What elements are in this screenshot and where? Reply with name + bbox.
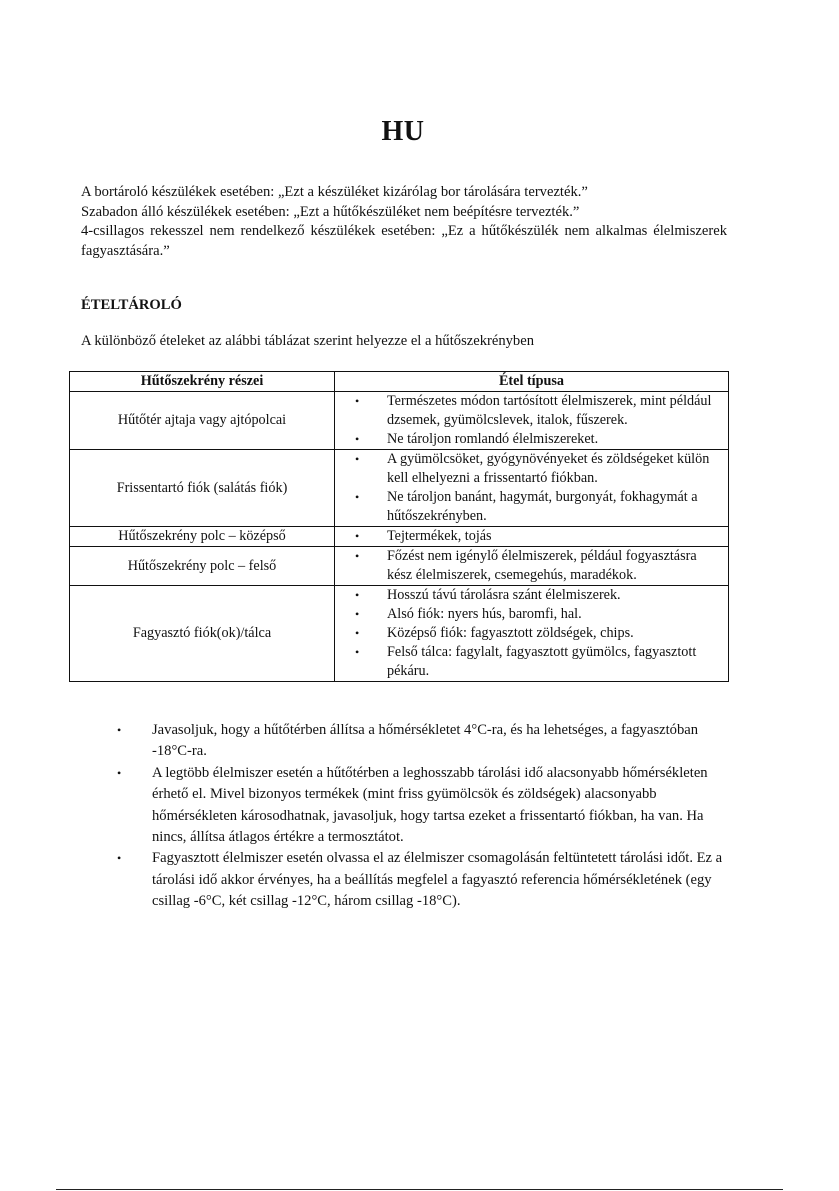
food-item-text: Felső tálca: fagylalt, fagyasztott gyümölcs, fagyasztott pékáru. xyxy=(387,644,697,679)
list-item xyxy=(335,488,728,526)
food-type-cell xyxy=(335,450,729,527)
fridge-part-cell: Hűtőszekrény polc – felső xyxy=(70,547,335,586)
bullet-icon: • xyxy=(355,549,360,563)
list-item xyxy=(335,643,728,681)
bullet-icon: • xyxy=(355,626,360,640)
food-item-text: Ne tároljon banánt, hagymát, burgonyát, fokhagymát a hűtőszekrényben. xyxy=(387,489,698,524)
food-item-text: Főzést nem igénylő élelmiszerek, például fogyasztásra kész élelmiszerek, csemegehús, maradékok. xyxy=(387,548,697,583)
list-item xyxy=(335,547,728,585)
bullet-icon: • xyxy=(117,765,122,780)
bullet-icon: • xyxy=(355,490,360,504)
list-item xyxy=(335,450,728,488)
food-item-text: Természetes módon tartósított élelmiszerek, mint például dzsemek, gyümölcslevek, italok, fűszerek. xyxy=(387,393,712,428)
section-description: A különböző ételeket az alábbi táblázat szerint helyezze el a hűtőszekrényben xyxy=(81,333,535,349)
food-item-text: Alsó fiók: nyers hús, baromfi, hal. xyxy=(387,606,582,622)
list-item xyxy=(117,720,737,763)
bullet-icon: • xyxy=(355,432,360,446)
list-item xyxy=(335,586,728,605)
note-text: A legtöbb élelmiszer esetén a hűtőtérben a leghosszabb tárolási idő alacsonyabb hőmérsékleten érhető el. Mivel bizonyos termékek (mint friss gyümölcsök és zöldségek) alacsonyabb hőmérsékleten károsodhatnak, javasoljuk, hogy tartsa ezeket a frissentartó fiókban, ha van. Ha nincs, állítsa átlagos értékre a termosztátot. xyxy=(152,764,708,846)
bullet-icon: • xyxy=(355,452,360,466)
bullet-icon: • xyxy=(355,645,360,659)
intro-line-no-freezer: 4-csillagos rekesszel nem rendelkező készülékek esetében: „Ez a hűtőkészülék nem alkalmas élelmiszerek fagyasztására.” xyxy=(81,223,727,259)
list-item xyxy=(117,763,737,849)
list-item xyxy=(335,624,728,643)
section-heading: ÉTELTÁROLÓ xyxy=(81,297,182,313)
bullet-icon: • xyxy=(355,394,360,408)
table-row xyxy=(70,392,729,450)
footer-divider xyxy=(56,1189,783,1190)
fridge-part-cell: Fagyasztó fiók(ok)/tálca xyxy=(70,586,335,682)
list-item xyxy=(335,430,728,449)
fridge-part-cell: Frissentartó fiók (salátás fiók) xyxy=(70,450,335,527)
food-item-text: Középső fiók: fagyasztott zöldségek, chips. xyxy=(387,625,634,641)
food-item-text: A gyümölcsöket, gyógynövényeket és zöldségeket külön kell elhelyezni a frissentartó fiókban. xyxy=(387,451,710,486)
list-item xyxy=(335,527,728,546)
fridge-part-cell: Hűtőtér ajtaja vagy ajtópolcai xyxy=(70,392,335,450)
food-item-text: Tejtermékek, tojás xyxy=(387,528,492,544)
table-row xyxy=(70,586,729,682)
table-row xyxy=(70,527,729,547)
food-type-cell xyxy=(335,547,729,586)
food-type-cell xyxy=(335,392,729,450)
table-row xyxy=(70,450,729,527)
page-title: HU xyxy=(381,116,425,147)
intro-line-wine: A bortároló készülékek esetében: „Ezt a készüléket kizárólag bor tárolására tervezték.” xyxy=(81,184,588,200)
food-type-cell xyxy=(335,527,729,547)
food-item-text: Hosszú távú tárolásra szánt élelmiszerek. xyxy=(387,587,621,603)
list-item xyxy=(335,392,728,430)
storage-notes xyxy=(117,720,737,913)
intro-text xyxy=(81,183,727,261)
food-storage-table xyxy=(69,371,729,682)
table-header-row xyxy=(70,372,729,392)
food-item-text: Ne tároljon romlandó élelmiszereket. xyxy=(387,431,599,447)
fridge-part-cell: Hűtőszekrény polc – középső xyxy=(70,527,335,547)
table-row xyxy=(70,547,729,586)
header-food-type: Étel típusa xyxy=(335,372,729,392)
note-text: Javasoljuk, hogy a hűtőtérben állítsa a hőmérsékletet 4°C-ra, és ha lehetséges, a fagyasztóban -18°C-ra. xyxy=(152,722,699,760)
bullet-icon: • xyxy=(355,607,360,621)
bullet-icon: • xyxy=(117,851,122,866)
bullet-icon: • xyxy=(117,723,122,737)
header-fridge-parts: Hűtőszekrény részei xyxy=(70,372,335,392)
food-type-cell xyxy=(335,586,729,682)
intro-line-freestanding: Szabadon álló készülékek esetében: „Ezt a hűtőkészüléket nem beépítésre tervezték.” xyxy=(81,203,580,220)
bullet-icon: • xyxy=(355,529,360,543)
list-item xyxy=(117,848,737,912)
list-item xyxy=(335,605,728,624)
bullet-icon: • xyxy=(355,588,360,602)
note-text: Fagyasztott élelmiszer esetén olvassa el az élelmiszer csomagolásán feltüntetett tárolási időt. Ez a tárolási idő akkor érvényes, ha a beállítás megfelel a fagyasztó referencia hőmérsékletének (egy csillag -6°C, két csillag -12°C, három csillag -18°C). xyxy=(152,850,723,910)
